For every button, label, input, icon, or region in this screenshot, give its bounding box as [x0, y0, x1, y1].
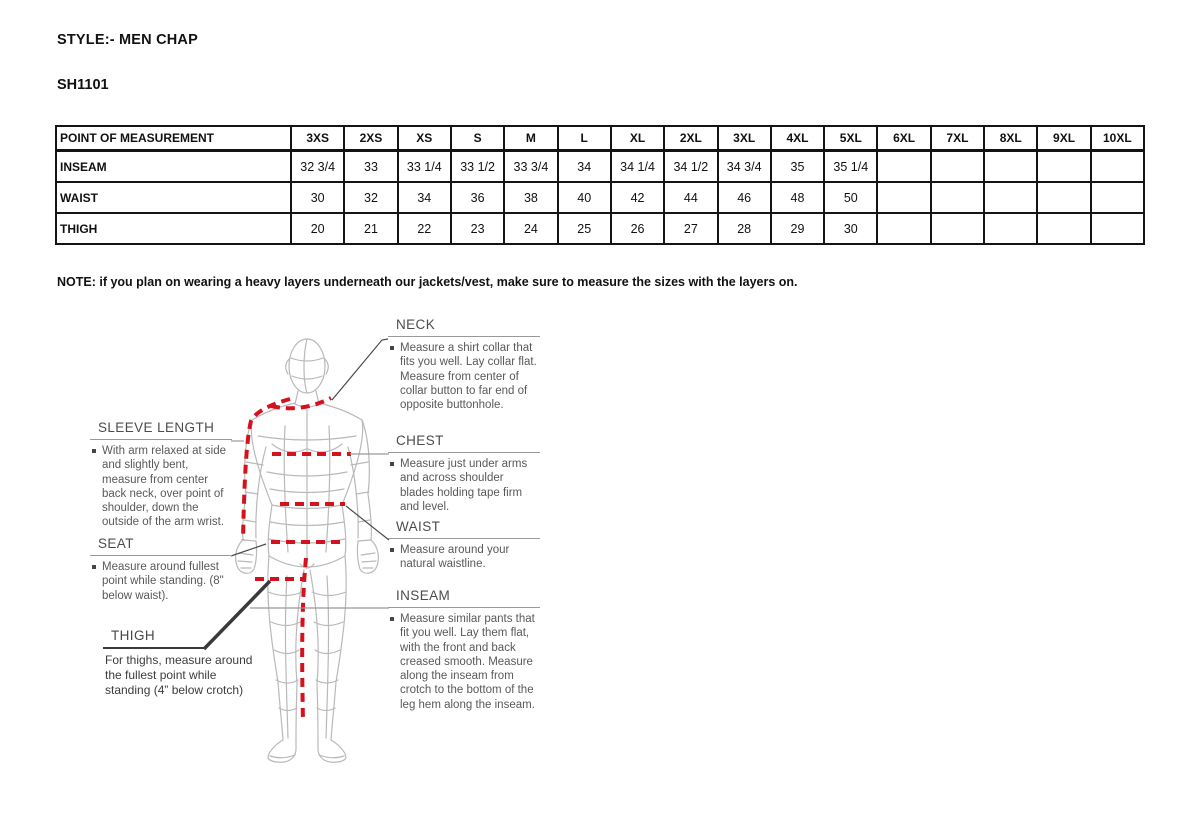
sleeve-length-section — [90, 420, 232, 530]
row-label: INSEAM — [56, 151, 291, 183]
waist-section-title: WAIST — [388, 519, 540, 539]
bullet-icon — [390, 462, 394, 466]
bullet-icon — [390, 617, 394, 621]
inseam-section-description: Measure similar pants that fit you well. Lay them flat, with the front and back creased smooth. Measure along the inseam from crotch to the bottom of the leg hem along the inseam. — [400, 613, 535, 711]
table-cell: 30 — [291, 182, 344, 213]
table-cell: 32 — [344, 182, 397, 213]
table-cell: 24 — [504, 213, 557, 244]
table-cell: 20 — [291, 213, 344, 244]
column-header-size: 7XL — [931, 126, 984, 151]
style-title: STYLE:- MEN CHAP — [57, 32, 198, 48]
row-label: WAIST — [56, 182, 291, 213]
note-text: NOTE: if you plan on wearing a heavy layers underneath our jackets/vest, make sure to measure the sizes with the layers on. — [57, 275, 798, 289]
column-header-size: M — [504, 126, 557, 151]
table-cell — [877, 182, 930, 213]
table-cell: 33 3/4 — [504, 151, 557, 183]
column-header-size: 10XL — [1091, 126, 1144, 151]
table-cell: 22 — [398, 213, 451, 244]
sleeve-measure-line — [243, 399, 290, 540]
table-cell: 34 1/4 — [611, 151, 664, 183]
table-cell: 46 — [718, 182, 771, 213]
table-cell — [877, 213, 930, 244]
waist-section — [388, 519, 540, 572]
table-cell — [984, 213, 1037, 244]
column-header-size: 2XS — [344, 126, 397, 151]
table-cell: 34 — [398, 182, 451, 213]
table-cell: 38 — [504, 182, 557, 213]
seat-section — [90, 536, 232, 603]
column-header-size: 6XL — [877, 126, 930, 151]
table-cell: 35 1/4 — [824, 151, 877, 183]
inseam-section-title: INSEAM — [388, 588, 540, 608]
style-code: SH1101 — [57, 77, 109, 93]
size-table — [55, 125, 1145, 245]
table-cell: 26 — [611, 213, 664, 244]
chest-section-description: Measure just under arms and across shoulder blades holding tape firm and level. — [400, 458, 528, 513]
table-cell: 40 — [558, 182, 611, 213]
column-header-size: 8XL — [984, 126, 1037, 151]
table-cell — [1037, 213, 1090, 244]
waist-section-description: Measure around your natural waistline. — [400, 544, 510, 571]
table-row — [56, 151, 1144, 183]
bullet-icon — [92, 449, 96, 453]
table-cell: 29 — [771, 213, 824, 244]
bullet-icon — [92, 565, 96, 569]
table-cell: 34 1/2 — [664, 151, 717, 183]
inseam-section — [388, 588, 540, 712]
sleeve-length-section-title: SLEEVE LENGTH — [90, 420, 232, 440]
table-cell — [1091, 213, 1144, 244]
bullet-icon — [390, 346, 394, 350]
body-figure — [236, 339, 379, 762]
seat-section-title: SEAT — [90, 536, 232, 556]
neck-leader-line — [332, 339, 388, 400]
column-header-size: L — [558, 126, 611, 151]
inseam-measure-line — [302, 558, 306, 722]
table-cell — [877, 151, 930, 183]
table-cell: 28 — [718, 213, 771, 244]
table-cell — [931, 151, 984, 183]
table-cell — [984, 182, 1037, 213]
table-cell: 48 — [771, 182, 824, 213]
bullet-icon — [390, 548, 394, 552]
table-cell: 27 — [664, 213, 717, 244]
table-cell: 25 — [558, 213, 611, 244]
table-cell — [931, 182, 984, 213]
column-header-size: 3XL — [718, 126, 771, 151]
table-cell: 34 3/4 — [718, 151, 771, 183]
row-label: THIGH — [56, 213, 291, 244]
column-header-size: 5XL — [824, 126, 877, 151]
table-cell — [1091, 182, 1144, 213]
table-row — [56, 213, 1144, 244]
column-header-size: 9XL — [1037, 126, 1090, 151]
table-cell: 33 1/2 — [451, 151, 504, 183]
table-cell: 23 — [451, 213, 504, 244]
sleeve-length-section-description: With arm relaxed at side and slightly bent, measure from center back neck, over point of shoulder, down the outside of the arm wrist. — [102, 445, 226, 529]
table-cell: 33 1/4 — [398, 151, 451, 183]
table-cell: 36 — [451, 182, 504, 213]
column-header-size: 4XL — [771, 126, 824, 151]
thigh-section-description: For thighs, measure around the fullest point while standing (4” below crotch) — [105, 653, 253, 697]
column-header-size: 2XL — [664, 126, 717, 151]
table-cell: 21 — [344, 213, 397, 244]
table-cell — [1037, 151, 1090, 183]
table-cell — [984, 151, 1037, 183]
table-cell: 50 — [824, 182, 877, 213]
table-cell: 42 — [611, 182, 664, 213]
neck-section-title: NECK — [388, 317, 540, 337]
seat-section-description: Measure around fullest point while standing. (8" below waist). — [102, 561, 224, 602]
table-cell: 34 — [558, 151, 611, 183]
neck-section-description: Measure a shirt collar that fits you well. Lay collar flat. Measure from center of collar button to far end of opposite buttonhole. — [400, 342, 537, 412]
column-header-size: S — [451, 126, 504, 151]
waist-leader-line — [346, 506, 389, 540]
column-header-size: XS — [398, 126, 451, 151]
column-header-size: 3XS — [291, 126, 344, 151]
table-cell: 33 — [344, 151, 397, 183]
table-cell — [1091, 151, 1144, 183]
column-header-point-of-measurement: POINT OF MEASUREMENT — [56, 126, 291, 151]
table-cell: 30 — [824, 213, 877, 244]
thigh-section-title: THIGH — [103, 628, 205, 649]
table-cell: 32 3/4 — [291, 151, 344, 183]
table-cell — [1037, 182, 1090, 213]
table-cell — [931, 213, 984, 244]
table-cell: 44 — [664, 182, 717, 213]
neck-section — [388, 317, 540, 412]
thigh-section — [103, 628, 253, 698]
table-row — [56, 182, 1144, 213]
column-header-size: XL — [611, 126, 664, 151]
neck-measure-line — [271, 398, 331, 408]
chest-section — [388, 433, 540, 514]
table-cell: 35 — [771, 151, 824, 183]
chest-section-title: CHEST — [388, 433, 540, 453]
